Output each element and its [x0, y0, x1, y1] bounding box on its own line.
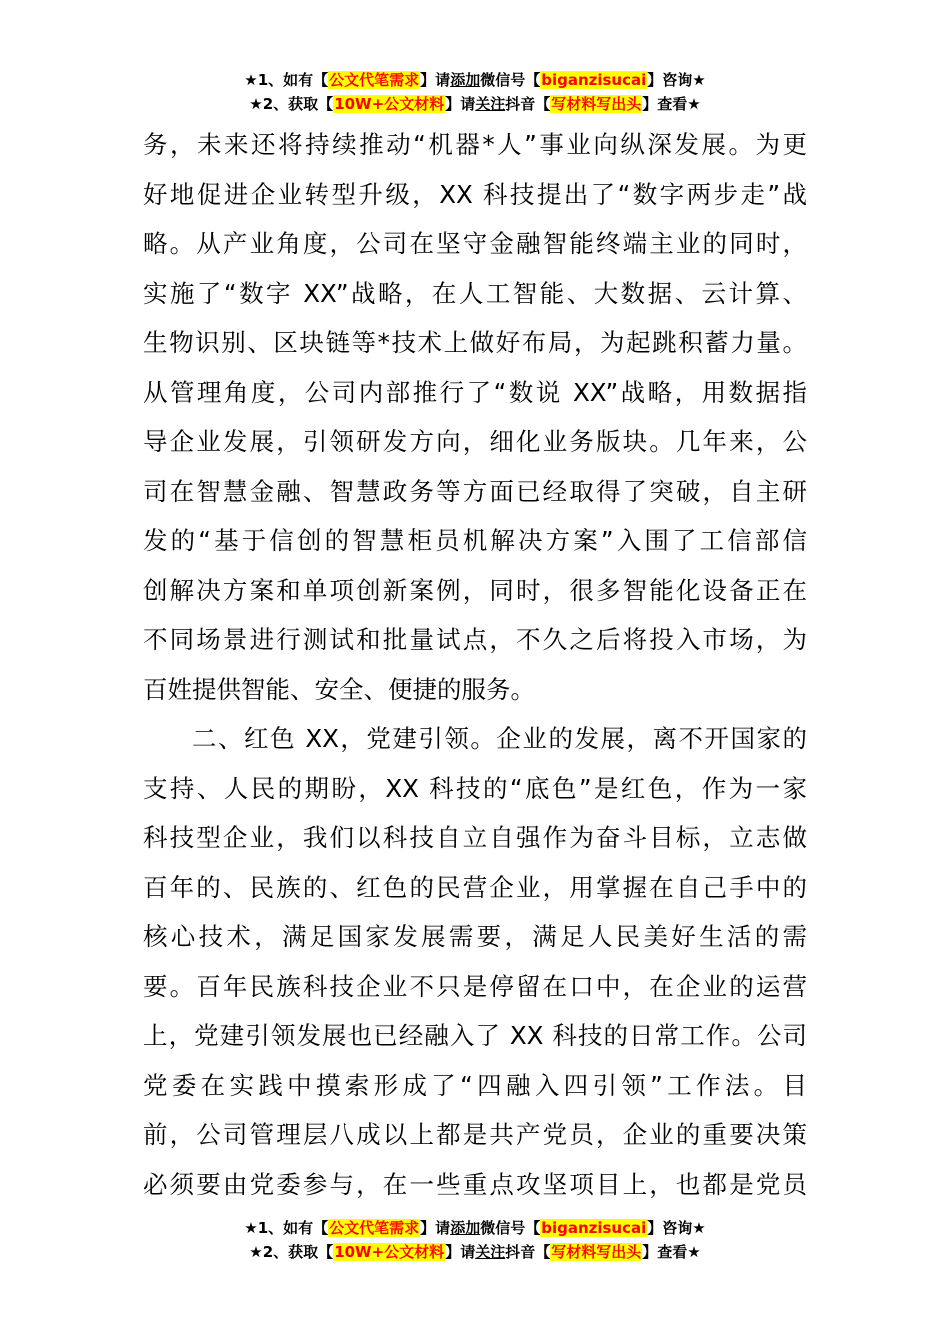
header-banner	[0, 68, 950, 116]
banner-underlined-text: 添加	[450, 1219, 481, 1237]
text-line: 好地促进企业转型升级，XX 科技提出了“数字两步走”战	[143, 179, 807, 209]
text-line: 生物识别、区块链等*技术上做好布局，为起跳积蓄力量。	[143, 328, 807, 357]
text-line: 从管理角度，公司内部推行了“数说 XX”战略，用数据指	[143, 377, 807, 407]
highlight-service: 公文代笔需求	[329, 1219, 420, 1237]
banner-line-2	[0, 1240, 950, 1264]
banner-text: 抖音【	[505, 1243, 551, 1261]
banner-text: 】请	[445, 95, 476, 113]
highlight-wechat-id: biganzisucai	[541, 71, 647, 89]
text-line: 略。从产业角度，公司在坚守金融智能终端主业的同时，	[143, 229, 807, 258]
highlight-douyin-account: 写材料写出头	[551, 1243, 642, 1261]
text-line: 支持、人民的期盼，XX 科技的“底色”是红色，作为一家	[143, 773, 807, 803]
banner-underlined-text: 关注	[475, 1243, 506, 1261]
text-line: 科技型企业，我们以科技自立自强作为奋斗目标，立志做	[143, 823, 807, 852]
text-line: 前，公司管理层八成以上都是共产党员，企业的重要决策	[143, 1120, 807, 1149]
banner-text: 】请	[420, 1219, 451, 1237]
banner-text: 微信号【	[480, 71, 541, 89]
text-line: 要。百年民族科技企业不只是停留在口中，在企业的运营	[143, 971, 807, 1001]
banner-line-1	[0, 1216, 950, 1240]
text-line-section-heading: 二、红色 XX，党建引领。企业的发展，离不开国家的	[192, 724, 807, 753]
banner-text: 】查看★	[642, 95, 701, 113]
banner-line-2	[0, 92, 950, 116]
banner-text: 抖音【	[505, 95, 551, 113]
text-line: 百年的、民族的、红色的民营企业，用掌握在自己手中的	[143, 872, 807, 902]
text-line: 不同场景进行测试和批量试点，不久之后将投入市场，为	[143, 625, 807, 654]
footer-banner	[0, 1216, 950, 1264]
banner-text: ★1、如有【	[244, 1219, 329, 1237]
text-line: 实施了“数字 XX”战略，在人工智能、大数据、云计算、	[143, 278, 807, 308]
banner-text: 】咨询★	[647, 1219, 706, 1237]
highlight-materials: 10W+公文材料	[334, 95, 445, 113]
banner-text: ★2、获取【	[249, 1243, 334, 1261]
text-line: 发的“基于信创的智慧柜员机解决方案”入围了工信部信	[143, 526, 807, 555]
banner-text: 】查看★	[642, 1243, 701, 1261]
highlight-wechat-id: biganzisucai	[541, 1219, 647, 1237]
text-line: 核心技术，满足国家发展需要，满足人民美好生活的需	[143, 922, 807, 951]
text-line: 必须要由党委参与，在一些重点攻坚项目上，也都是党员	[143, 1169, 807, 1199]
highlight-service: 公文代笔需求	[329, 71, 420, 89]
banner-underlined-text: 关注	[475, 95, 506, 113]
text-line: 导企业发展，引领研发方向，细化业务版块。几年来，公	[143, 427, 807, 456]
text-line: 务，未来还将持续推动“机器*人”事业向纵深发展。为更	[143, 130, 807, 159]
banner-text: 】请	[445, 1243, 476, 1261]
banner-text: 】请	[420, 71, 451, 89]
banner-text: ★1、如有【	[244, 71, 329, 89]
banner-underlined-text: 添加	[450, 71, 481, 89]
banner-line-1	[0, 68, 950, 92]
banner-text: ★2、获取【	[249, 95, 334, 113]
text-line: 党委在实践中摸索形成了“四融入四引领”工作法。目	[143, 1070, 807, 1100]
text-line: 上，党建引领发展也已经融入了 XX 科技的日常工作。公司	[143, 1021, 807, 1050]
document-body	[143, 120, 807, 1209]
text-line: 司在智慧金融、智慧政务等方面已经取得了突破，自主研	[143, 476, 807, 506]
highlight-douyin-account: 写材料写出头	[551, 95, 642, 113]
highlight-materials: 10W+公文材料	[334, 1243, 445, 1261]
text-line: 创解决方案和单项创新案例，同时，很多智能化设备正在	[143, 575, 807, 605]
banner-text: 微信号【	[480, 1219, 541, 1237]
banner-text: 】咨询★	[647, 71, 706, 89]
text-line-paragraph-end: 百姓提供智能、安全、便捷的服务。	[143, 674, 535, 704]
